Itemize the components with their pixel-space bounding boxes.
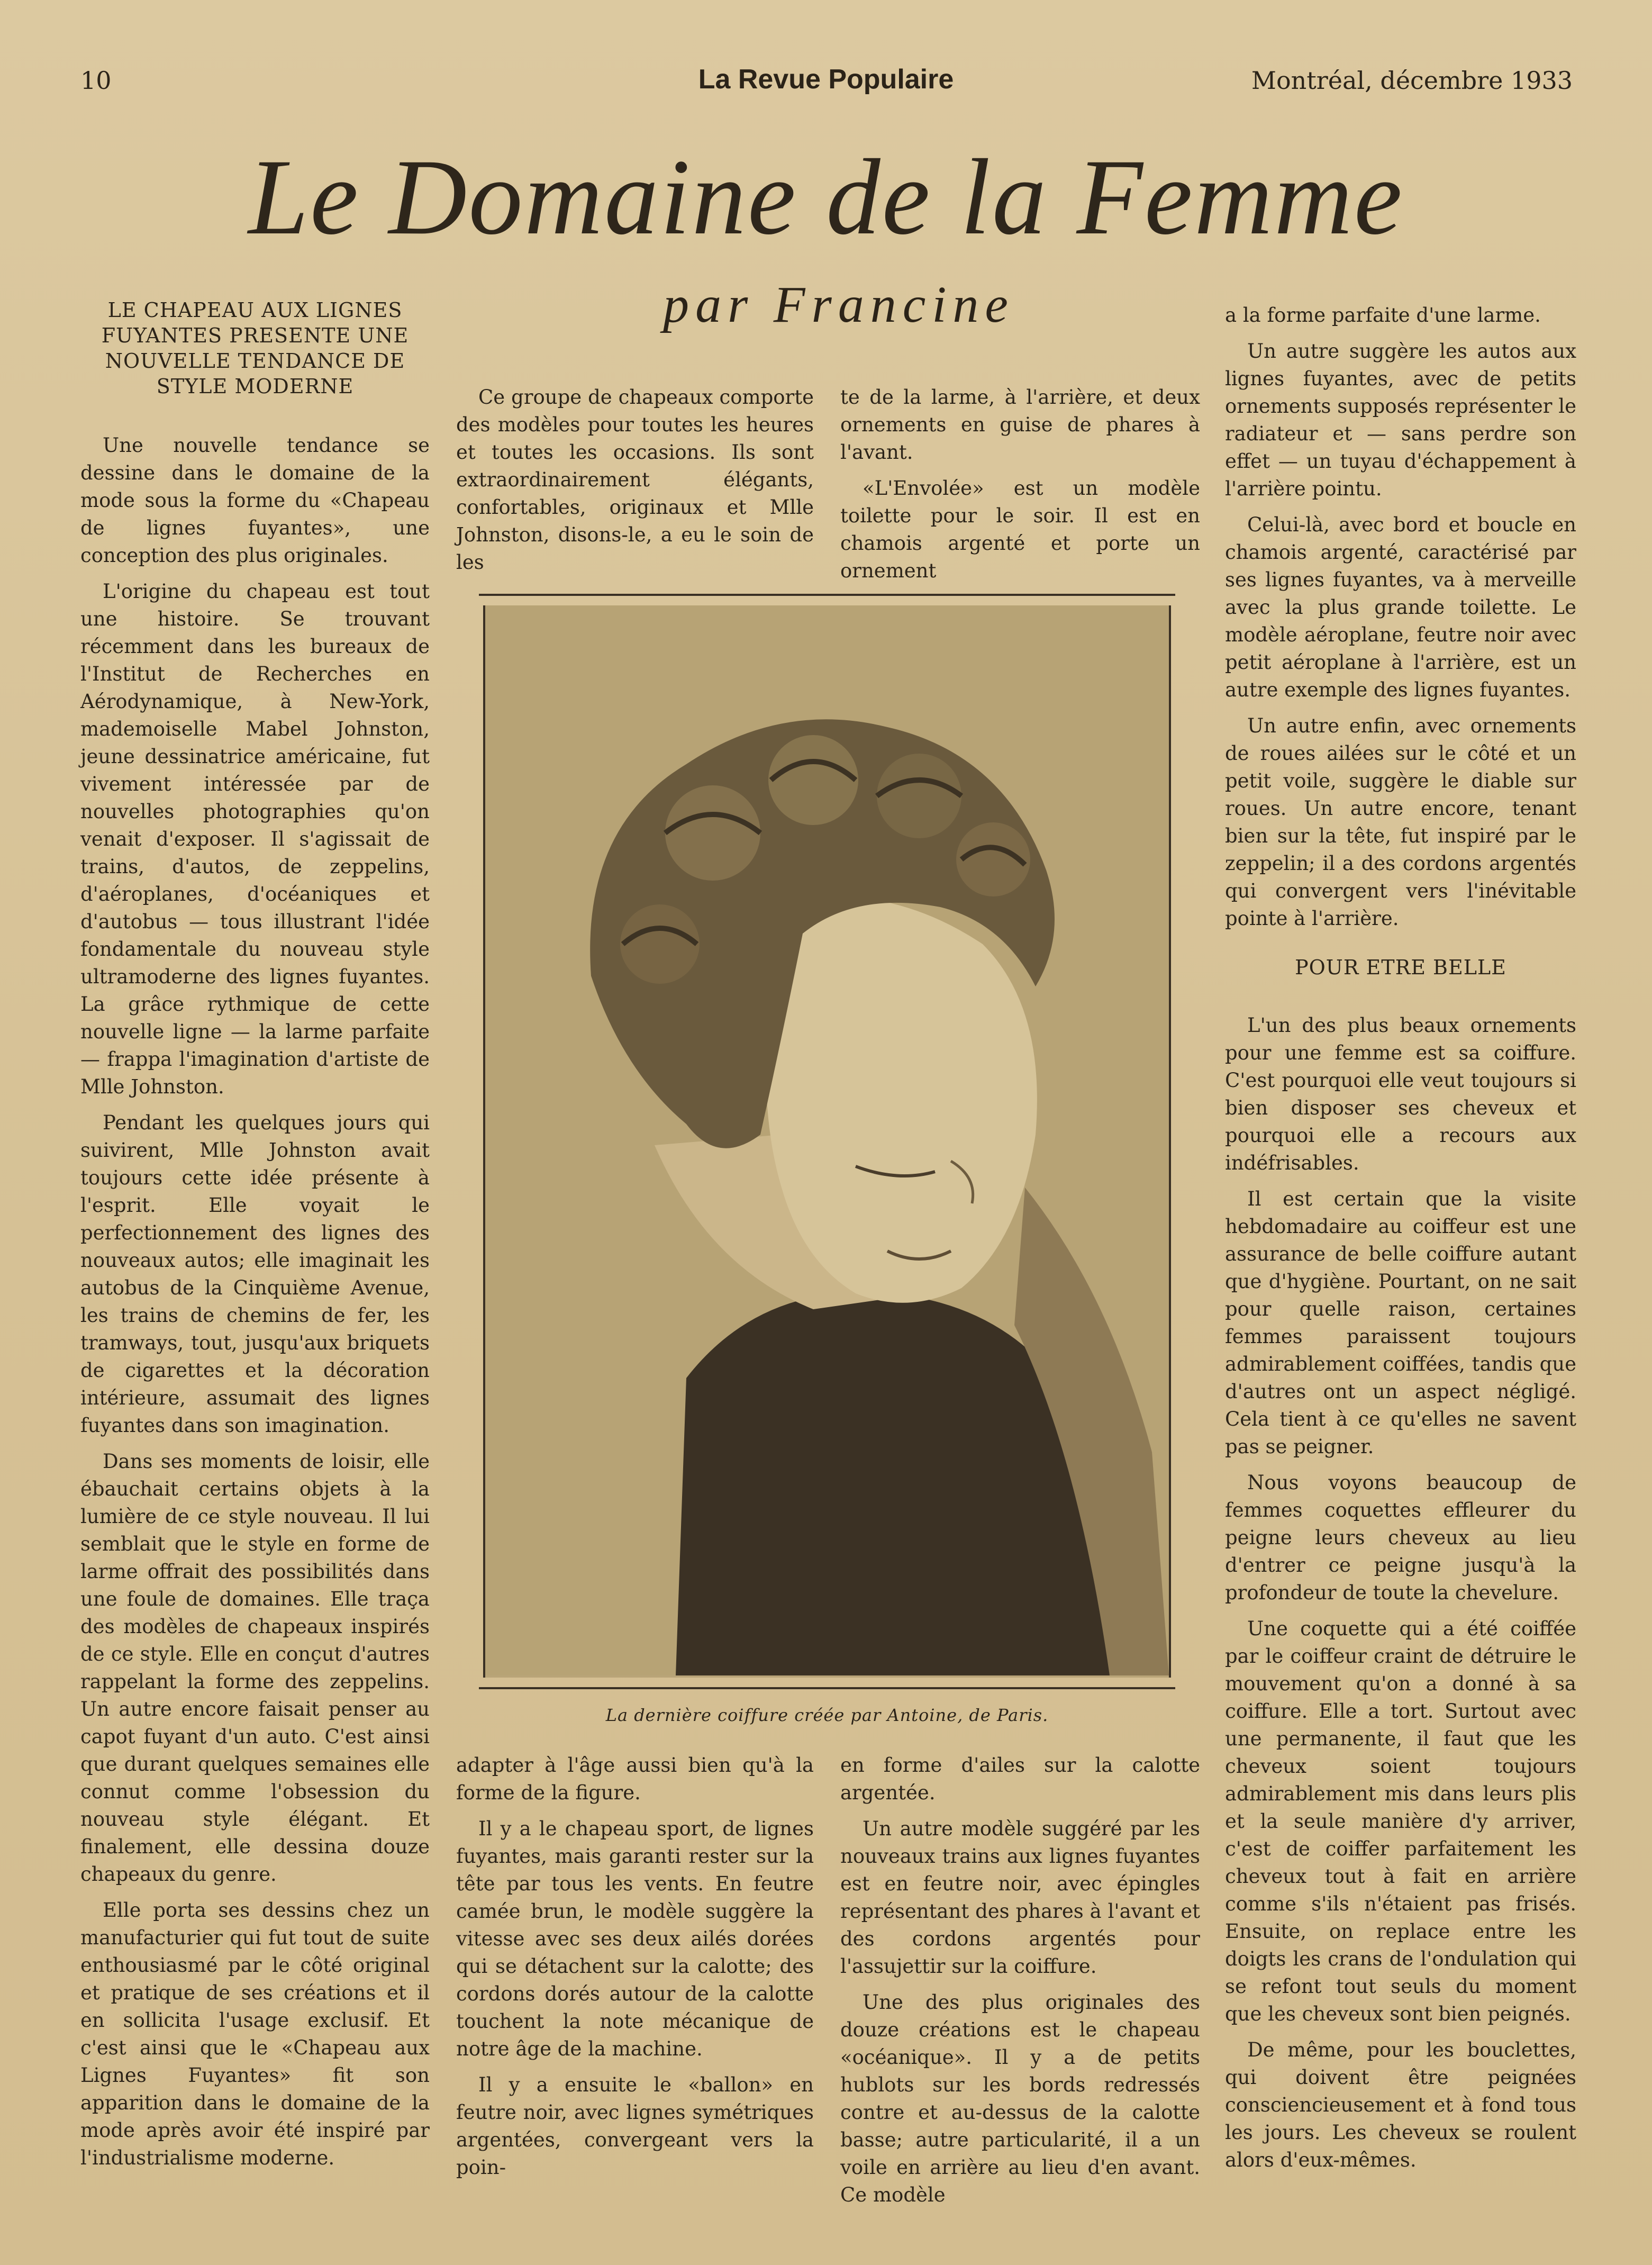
paragraph: Une coquette qui a été coiffée par le coiffeur craint de détruire le mouvement qu'on a donné à sa coiffure. Elle a tort. Surtout avec une permanente, il faut que les cheveux soient toujours admirablement mis dans leurs plis et la seule manière d'y arriver, c'est de coiffer parfaitement les cheveux tout à fait en arrière comme s'ils n'étaient pas frisés. Ensuite, on replace entre les doigts les crans de l'ondulation qui se refont tout seuls du moment que les cheveux sont bien peignés. xyxy=(1225,1617,1576,2025)
article-byline: par Francine xyxy=(663,276,1014,333)
paragraph: Il y a ensuite le «ballon» en feutre noir, avec lignes symétriques argentées, convergeant vers la poin- xyxy=(456,2073,814,2179)
portrait-photo xyxy=(483,605,1171,1678)
article-headline: LE CHAPEAU AUX LIGNES FUYANTES PRESENTE UNE NOUVELLE TENDANCE DE STYLE MODERNE xyxy=(101,298,409,398)
paragraph: Une des plus originales des douze créations est le chapeau «océanique». Il y a de petits hublots sur les bords redressés contre et au-dessus de la calotte basse; autre particularité, il a un voile en arrière au lieu d'en avant. Ce modèle xyxy=(840,1991,1200,2206)
paragraph: Un autre enfin, avec ornements de roues ailées sur le côté et un petit voile, suggère le diable sur roues. Un autre encore, tenant bien sur la tête, fut inspiré par le zeppelin; il a des cordons argentés qui convergent vers l'inévitable pointe à l'arrière. xyxy=(1225,714,1576,930)
column-2-top xyxy=(456,384,814,585)
paragraph: Il est certain que la visite hebdomadaire au coiffeur est une assurance de belle coiffure autant que d'hygiène. Pourtant, on ne sait pour quelle raison, certaines femmes paraissent toujours admirablement coiffées, tandis que d'autres ont un aspect négligé. Cela tient à ce qu'elles ne savent pas se peigner. xyxy=(1225,1188,1576,1458)
paragraph: L'origine du chapeau est tout une histoire. Se trouvant récemment dans les bureaux de l'Institut de Recherches en Aérodynamique, à New-York, mademoiselle Mabel Johnston, jeune dessinatrice américaine, fut vivement intéressée par de nouvelles photographies qu'on venait d'exposer. Il s'agissait de trains, d'autos, de zeppelins, d'aéroplanes, d'océaniques et d'autobus — tous illustrant l'idée fondamentale du nouveau style ultramoderne des lignes fuyantes. La grâce rythmique de cette nouvelle ligne — la larme parfaite — frappa l'imagination d'artiste de Mlle Johnston. xyxy=(80,580,430,1098)
paragraph: a la forme parfaite d'une larme. xyxy=(1225,304,1541,327)
paragraph: Dans ses moments de loisir, elle ébauchait certains objets à la lumière de ce style nouveau. Il lui semblait que le style en forme de larme offrait des possibilités dans une foule de domaines. Elle traça des modèles de chapeaux inspirés de ce style. Elle en conçut d'autres rappelant la forme des zeppelins. Un autre encore faisait penser au capot fuyant d'un auto. C'est ainsi que durant quelques semaines elle connut comme l'obsession du nouveau style élégant. Et finalement, elle dessina douze chapeaux du genre. xyxy=(80,1450,430,1886)
issue-date: Montréal, décembre 1933 xyxy=(1251,66,1573,95)
paragraph: Un autre modèle suggéré par les nouveaux trains aux lignes fuyantes est en feutre noir, avec épingles représentant des phares à l'avant et des cordons argentés pour l'assujettir sur la coiffure. xyxy=(840,1817,1200,1978)
column-3-top xyxy=(840,384,1200,593)
column-2-bottom xyxy=(456,1752,814,2190)
paragraph: Un autre suggère les autos aux lignes fuyantes, avec de petits ornements supposés représenter le radiateur et — sans perdre son effet — un tuyau d'échappement à l'arrière pointu. xyxy=(1225,340,1576,500)
paragraph: Elle porta ses dessins chez un manufacturier qui fut tout de suite enthousiasmé par le côté original et pratique de ses créations et il en sollicita l'usage exclusif. Et c'est ainsi que le «Chapeau aux Lignes Fuyantes» fit son apparition dans le domaine de la mode après avoir été inspiré par l'industrialisme moderne. xyxy=(80,1899,430,2169)
section-subheading: POUR ETRE BELLE xyxy=(1295,956,1506,979)
page-number: 10 xyxy=(80,66,112,95)
paragraph: Il y a le chapeau sport, de lignes fuyantes, mais garanti rester sur la tête par tous les vents. En feutre camée brun, le modèle suggère la vitesse avec ses deux ailés dorées qui se détachent sur la calotte; des cordons dorés autour de la calotte touchent la note mécanique de notre âge de la machine. xyxy=(456,1817,814,2060)
paragraph: Celui-là, avec bord et boucle en chamois argenté, caractérisé par ses lignes fuyantes, va à merveille avec la plus grande toilette. Le modèle aéroplane, feutre noir avec petit aéroplane à l'arrière, est un autre exemple des lignes fuyantes. xyxy=(1225,513,1576,701)
column-3-bottom xyxy=(840,1752,1200,2217)
portrait-illustration xyxy=(485,605,1169,1675)
portrait-photo-frame xyxy=(479,594,1175,1689)
paragraph: L'un des plus beaux ornements pour une femme est sa coiffure. C'est pourquoi elle veut toujours si bien disposer ses cheveux et pourquoi elle a recours aux indéfrisables. xyxy=(1225,1014,1576,1174)
paragraph: Nous voyons beaucoup de femmes coquettes effleurer du peigne leurs cheveux au lieu d'entrer ce peigne jusqu'à la profondeur de toute la chevelure. xyxy=(1225,1471,1576,1604)
magazine-name: La Revue Populaire xyxy=(698,64,954,95)
paragraph: De même, pour les bouclettes, qui doivent être peignées consciencieusement et à fond tous les jours. Les cheveux se roulent alors d'eux-mêmes. xyxy=(1225,2038,1576,2171)
paragraph: en forme d'ailes sur la calotte argentée. xyxy=(840,1754,1200,1804)
column-4 xyxy=(1225,302,1576,2182)
paragraph: te de la larme, à l'arrière, et deux ornements en guise de phares à l'avant. xyxy=(840,386,1200,464)
column-1 xyxy=(80,297,430,2180)
paragraph: Pendant les quelques jours qui suivirent, Mlle Johnston avait toujours cette idée présente à l'esprit. Elle voyait le perfectionnement des lignes des nouveaux autos; elle imaginait les autobus de la Cinquième Avenue, les trains de chemins de fer, les tramways, tout, jusqu'aux briquets de cigarettes et la décoration intérieure, assumait des lignes fuyantes dans son imagination. xyxy=(80,1111,430,1437)
paragraph: Une nouvelle tendance se dessine dans le domaine de la mode sous la forme du «Chapeau de lignes fuyantes», une conception des plus originales. xyxy=(80,434,430,567)
photo-caption: La dernière coiffure créée par Antoine, de Paris. xyxy=(605,1705,1049,1725)
paragraph: Ce groupe de chapeaux comporte des modèles pour toutes les heures et toutes les occasions. Ils sont extraordinairement élégants, confortables, originaux et Mlle Johnston, disons-le, a eu le soin de les xyxy=(456,386,814,574)
article-title: Le Domaine de la Femme xyxy=(248,137,1404,257)
paragraph: adapter à l'âge aussi bien qu'à la forme de la figure. xyxy=(456,1754,814,1804)
paragraph: «L'Envolée» est un modèle toilette pour le soir. Il est en chamois argenté et porte un ornement xyxy=(840,477,1200,582)
